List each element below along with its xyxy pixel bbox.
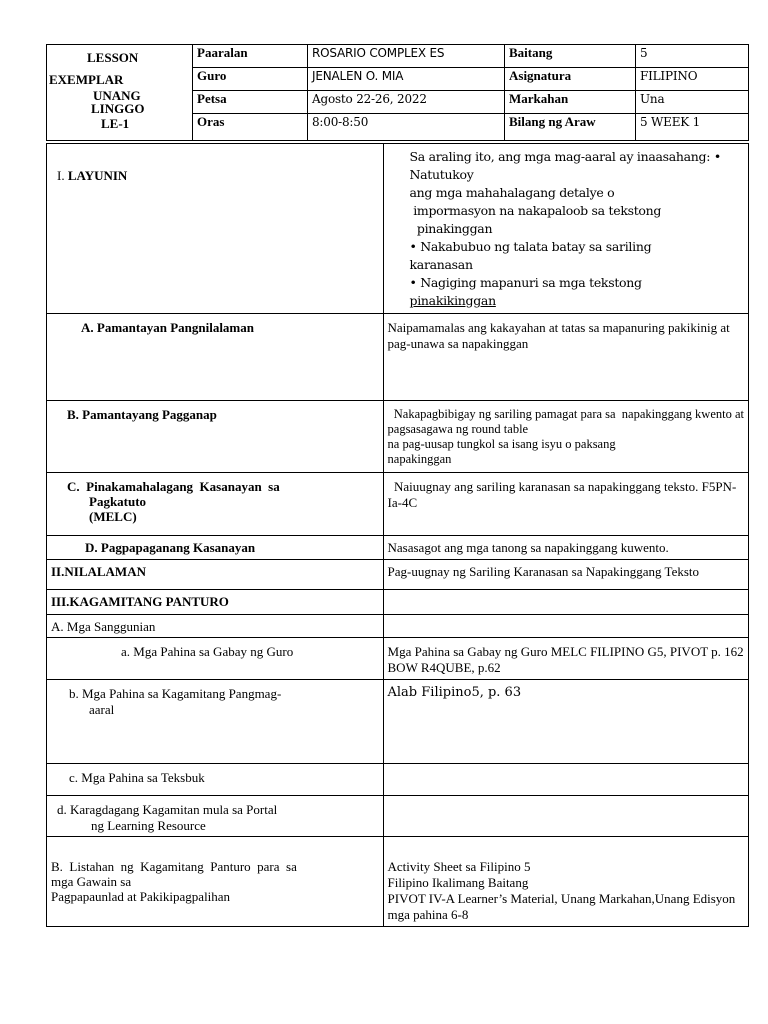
nilalaman-row <box>47 560 749 590</box>
ref-d-value <box>383 796 748 837</box>
ref-a-label: a. Mga Pahina sa Gabay ng Guro <box>47 638 384 680</box>
ref-b-value: Alab Filipino5, p. 63 <box>383 680 748 764</box>
ref-a-value: Mga Pahina sa Gabay ng Guro MELC FILIPINO G5, PIVOT p. 162 BOW R4QUBE, p.62 <box>383 638 748 680</box>
objective-line: impormasyon na nakapaloob sa tekstong <box>409 203 662 218</box>
ref-c-value <box>383 764 748 796</box>
layunin-label: LAYUNIN <box>67 168 128 183</box>
listahan-row <box>47 837 749 927</box>
petsa-label: Petsa <box>193 91 308 114</box>
ref-b-row <box>47 680 749 764</box>
ref-b-label-line: aaral <box>89 702 115 717</box>
layunin-prefix: I. <box>57 168 65 183</box>
melc-label-line: (MELC) <box>89 509 137 524</box>
objective-line: pinakinggan <box>409 221 493 236</box>
pamantayang-pagganap-label: B. Pamantayang Pagganap <box>47 401 384 473</box>
kagamitan-row <box>47 590 749 615</box>
listahan-line: mga pahina 6-8 <box>387 907 469 922</box>
lesson-plan-table <box>46 143 749 927</box>
header-table <box>46 44 749 141</box>
objective-line: • Nakabubuo ng talata batay sa sariling <box>409 239 652 254</box>
melc-row <box>47 473 749 536</box>
ref-c-label: c. Mga Pahina sa Teksbuk <box>47 764 384 796</box>
lesson-line: LINGGO <box>91 101 145 116</box>
listahan-label-line: B. Listahan ng Kagamitang Panturo para sa <box>51 859 297 874</box>
melc-value: Naiuugnay ang sariling karanasan sa napakinggang teksto. F5PN-Ia-4C <box>383 473 748 536</box>
pagganap-line: napakinggan <box>387 452 452 466</box>
objective-line: • Nagiging mapanuri sa mga tekstong <box>409 275 642 290</box>
pamantayan-pangnilalaman-row <box>47 314 749 401</box>
layunin-row <box>47 144 749 314</box>
guro-label: Guro <box>193 68 308 91</box>
petsa-value: Agosto 22-26, 2022 <box>308 91 505 114</box>
paaralan-label: Paaralan <box>193 45 308 68</box>
nilalaman-label: II.NILALAMAN <box>47 560 384 590</box>
ref-d-label-line: d. Karagdagang Kagamitan mula sa Portal <box>57 802 278 817</box>
pagpapaganang-value: Nasasagot ang mga tanong sa napakinggang kuwento. <box>383 536 748 560</box>
listahan-label-line: mga Gawain sa <box>51 874 132 889</box>
objective-line: karanasan <box>409 257 473 272</box>
ref-d-label-line: ng Learning Resource <box>91 818 206 833</box>
baitang-value: 5 <box>636 45 749 68</box>
listahan-line: PIVOT IV-A Learner’s Material, Unang Markahan,Unang Edisyon <box>387 891 736 906</box>
markahan-label: Markahan <box>505 91 636 114</box>
ref-d-label-cell <box>47 796 384 837</box>
lesson-line: EXEMPLAR <box>49 72 124 87</box>
pamantayan-pangnilalaman-label: A. Pamantayan Pangnilalaman <box>47 314 384 401</box>
listahan-label-line: Pagpapaunlad at Pakikipagpalihan <box>51 889 231 904</box>
melc-label-line: C. Pinakamahalagang Kasanayan sa <box>67 479 280 494</box>
ref-a-row <box>47 638 749 680</box>
pamantayang-pagganap-value <box>383 401 748 473</box>
objective-line: ang mga mahahalagang detalye o <box>409 185 615 200</box>
sanggunian-label: A. Mga Sanggunian <box>47 615 384 638</box>
lesson-line: UNANG <box>93 88 141 103</box>
paaralan-value: ROSARIO COMPLEX ES <box>308 45 505 68</box>
asignatura-label: Asignatura <box>505 68 636 91</box>
lesson-line: LESSON <box>87 50 139 65</box>
pagpapaganang-label: D. Pagpapaganang Kasanayan <box>47 536 384 560</box>
melc-label-cell <box>47 473 384 536</box>
pamantayang-pagganap-row <box>47 401 749 473</box>
baitang-label: Baitang <box>505 45 636 68</box>
melc-label-line: Pagkatuto <box>89 494 147 509</box>
sanggunian-value <box>383 615 748 638</box>
ref-b-label-cell <box>47 680 384 764</box>
nilalaman-value: Pag-uugnay ng Sariling Karanasan sa Napakinggang Teksto <box>383 560 748 590</box>
lesson-title-cell <box>47 45 193 141</box>
sanggunian-row <box>47 615 749 638</box>
kagamitan-value <box>383 590 748 615</box>
listahan-line: Filipino Ikalimang Baitang <box>387 875 529 890</box>
guro-value: JENALEN O. MIA <box>308 68 505 91</box>
header-row <box>47 45 749 68</box>
asignatura-value: FILIPINO <box>636 68 749 91</box>
listahan-label-cell <box>47 837 384 927</box>
pagpapaganang-row <box>47 536 749 560</box>
layunin-objectives <box>383 144 748 314</box>
pagganap-line: na pag-uusap tungkol sa isang isyu o paksang <box>387 437 616 451</box>
pagganap-line: pagsasagawa ng round table <box>387 422 529 436</box>
layunin-label-cell <box>47 144 384 314</box>
lesson-line: LE-1 <box>101 116 130 131</box>
markahan-value: Una <box>636 91 749 114</box>
pamantayan-pangnilalaman-value: Naipamamalas ang kakayahan at tatas sa mapanuring pakikinig at pag-unawa sa napakinggan <box>383 314 748 401</box>
ref-d-row <box>47 796 749 837</box>
ref-c-row <box>47 764 749 796</box>
objective-line: Sa araling ito, ang mga mag-aaral ay inaasahang: • Natutukoy <box>409 149 721 182</box>
kagamitan-label: III.KAGAMITANG PANTURO <box>47 590 384 615</box>
objective-line: pinakikinggan <box>409 293 496 308</box>
bilang-value: 5 WEEK 1 <box>636 114 749 141</box>
pagganap-line: Nakapagbibigay ng sariling pamagat para sa napakinggang kwento at <box>387 407 744 421</box>
bilang-label: Bilang ng Araw <box>505 114 636 141</box>
oras-label: Oras <box>193 114 308 141</box>
listahan-line: Activity Sheet sa Filipino 5 <box>387 859 531 874</box>
listahan-value <box>383 837 748 927</box>
oras-value: 8:00-8:50 <box>308 114 505 141</box>
ref-b-label-line: b. Mga Pahina sa Kagamitang Pangmag- <box>69 686 282 701</box>
